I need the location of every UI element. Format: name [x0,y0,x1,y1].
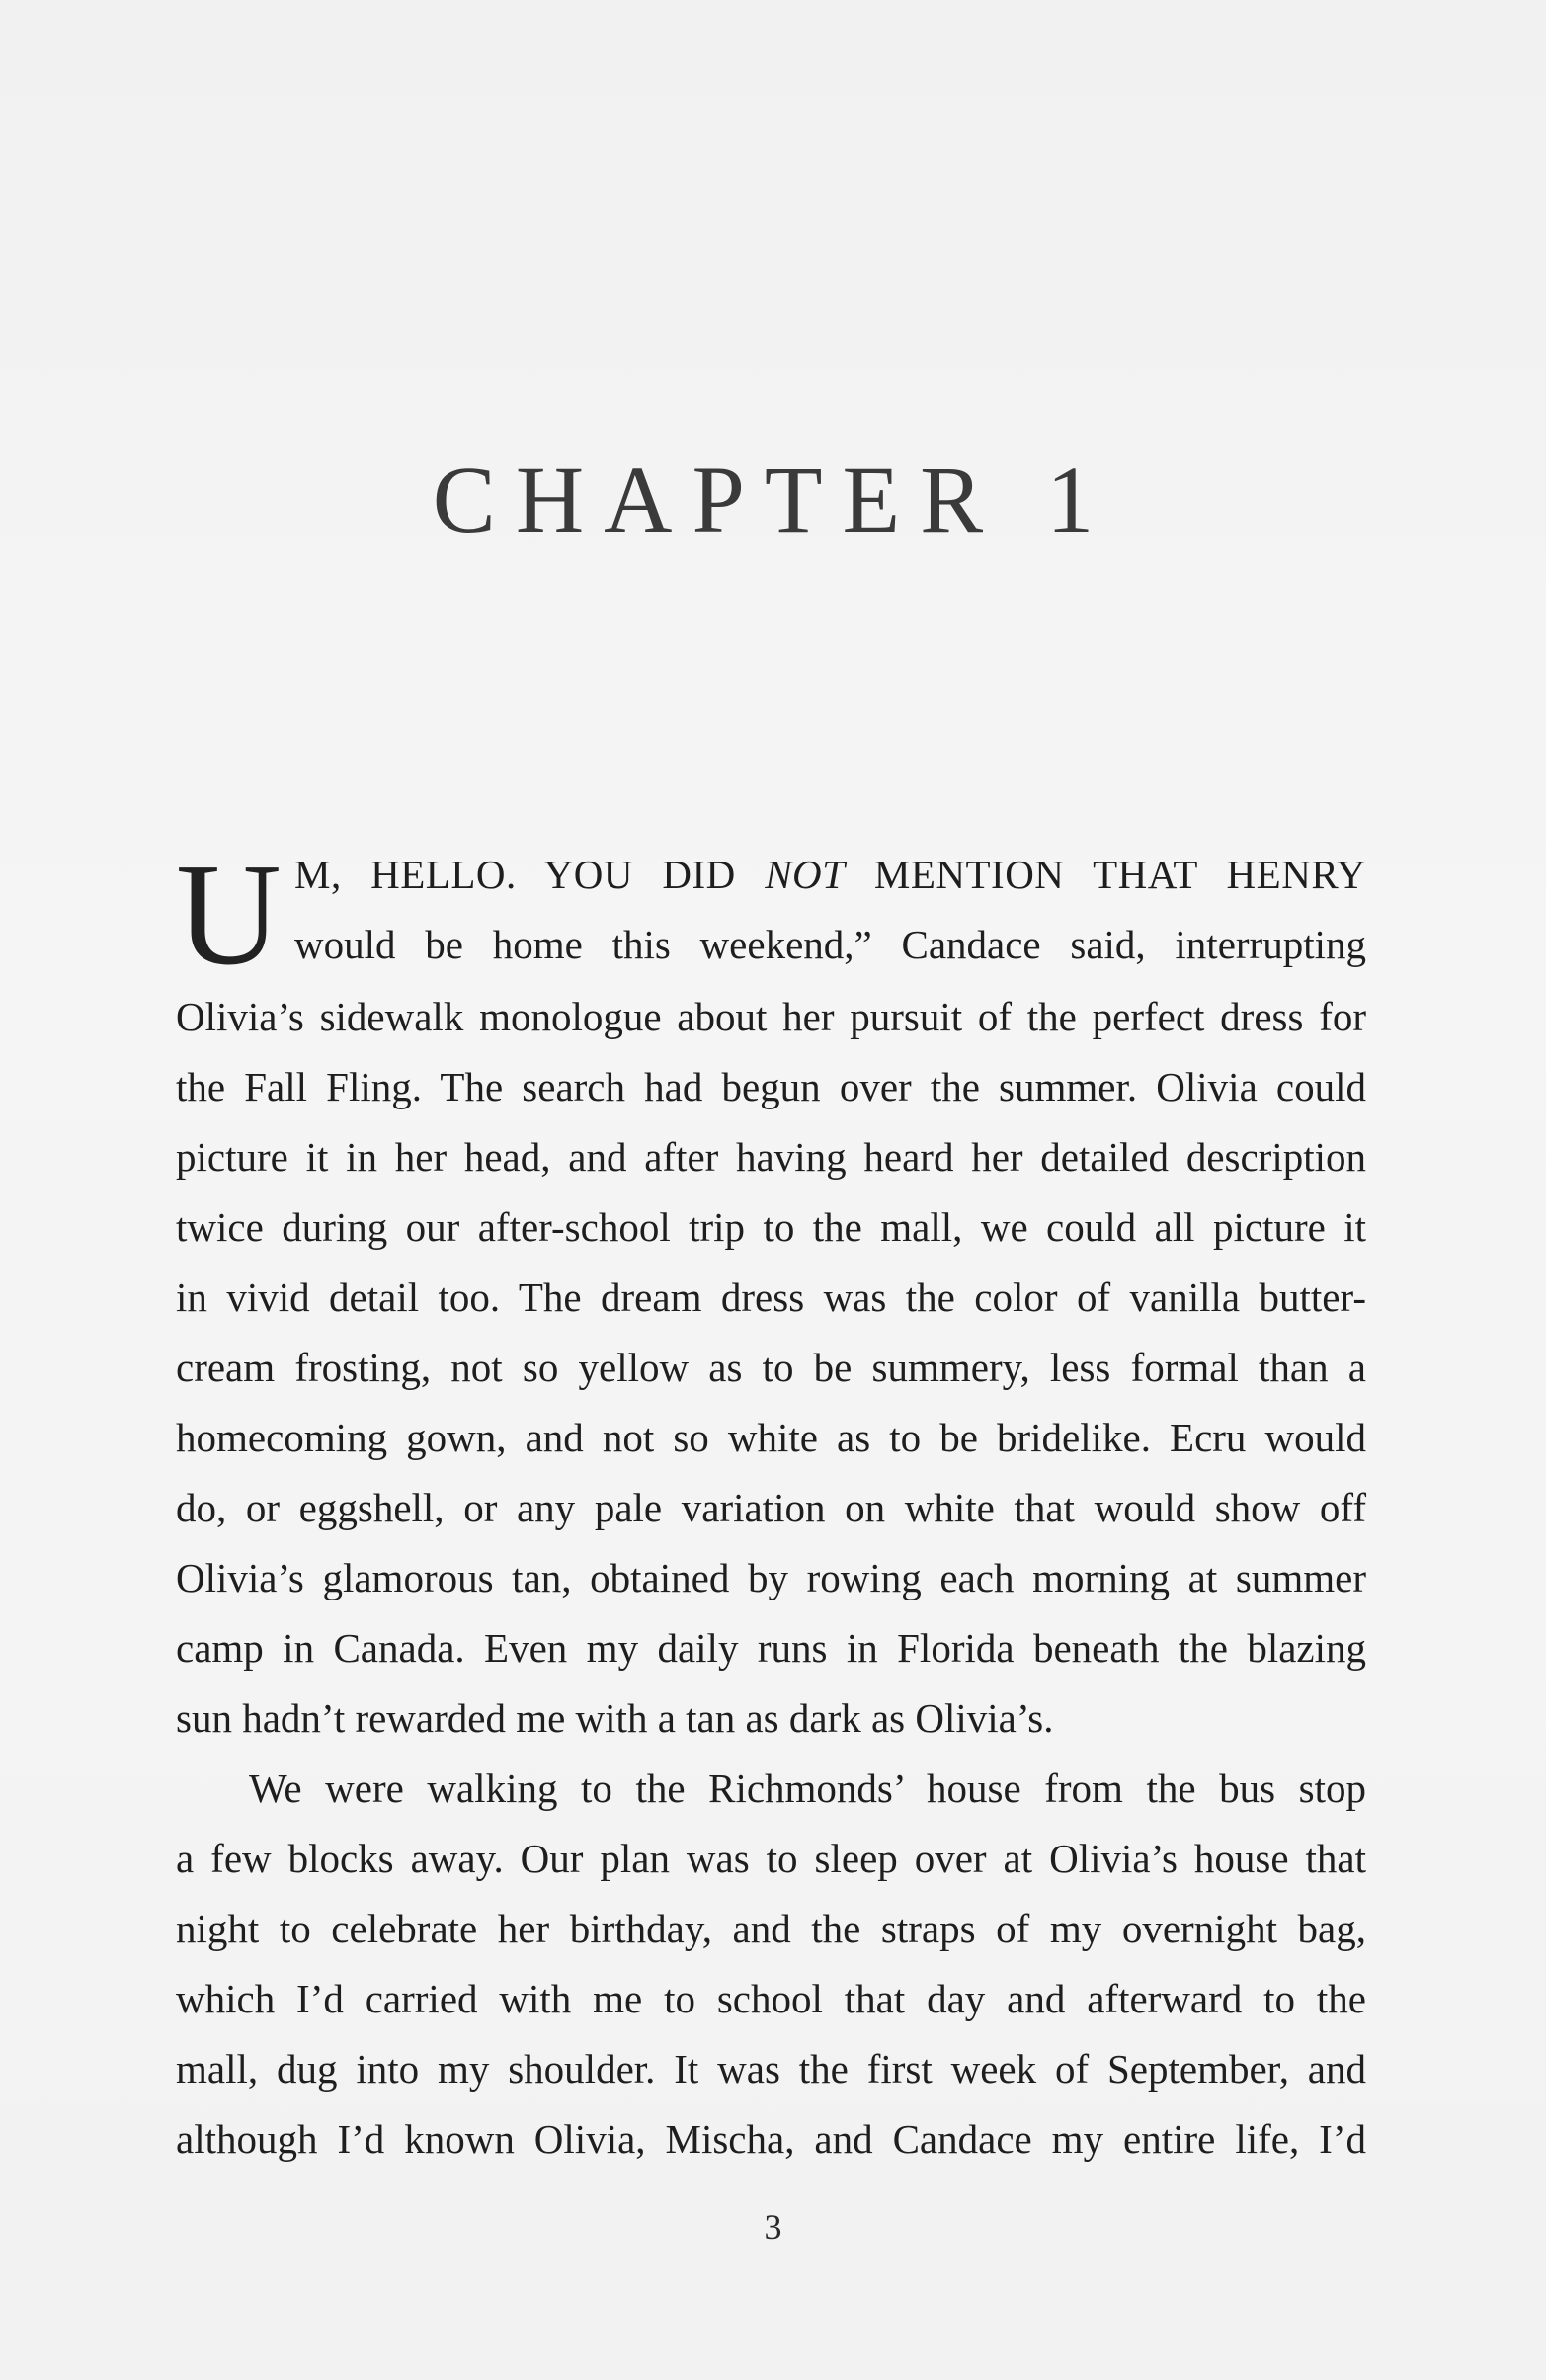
paragraph-line: mall, dug into my shoulder. It was the first week of September, and [176,2046,1366,2092]
paragraph-1 [176,982,1366,1754]
body-text [176,834,1367,2175]
drop-cap: U [176,834,282,996]
paragraph-line: do, or eggshell, or any pale variation on white that would show off [176,1485,1366,1530]
paragraph-line: the Fall Fling. The search had begun over the summer. Olivia could [176,1064,1366,1109]
paragraph-line: Olivia’s sidewalk monologue about her pursuit of the perfect dress for [176,994,1366,1039]
paragraph-line: cream frosting, not so yellow as to be summery, less formal than a [176,1345,1366,1390]
paragraph-line: We were walking to the Richmonds’ house from the bus stop [249,1765,1366,1811]
page-number: 3 [764,2207,782,2247]
paragraph-line: homecoming gown, and not so white as to be bridelike. Ecru would [176,1415,1366,1460]
opening-second-line: would be home this weekend,” Candace said, interrupting [294,922,1366,967]
paragraph-line: camp in Canada. Even my daily runs in Florida beneath the blazing [176,1625,1366,1671]
paragraph-line: in vivid detail too. The dream dress was the color of vanilla butter- [176,1274,1366,1320]
paragraph-line: which I’d carried with me to school that day and afterward to the [176,1976,1366,2021]
paragraph-line: a few blocks away. Our plan was to sleep over at Olivia’s house that [176,1836,1366,1881]
paragraph-line: night to celebrate her birthday, and the straps of my overnight bag, [176,1906,1366,1951]
paragraph-line: sun hadn’t rewarded me with a tan as dark as Olivia’s. [176,1695,1054,1741]
paragraph-2 [176,1754,1366,2175]
paragraph-line: Olivia’s glamorous tan, obtained by rowing each morning at summer [176,1555,1366,1600]
paragraph-line: picture it in her head, and after having heard her detailed description [176,1134,1366,1180]
opening-lines [176,834,1367,996]
paragraph-line: twice during our after-school trip to the mall, we could all picture it [176,1204,1366,1250]
paragraph-line: although I’d known Olivia, Mischa, and Candace my entire life, I’d [176,2116,1366,2162]
chapter-heading: CHAPTER 1 [432,447,1114,552]
opening-caps-line: M, HELLO. YOU DID NOT MENTION THAT HENRY [294,852,1367,897]
